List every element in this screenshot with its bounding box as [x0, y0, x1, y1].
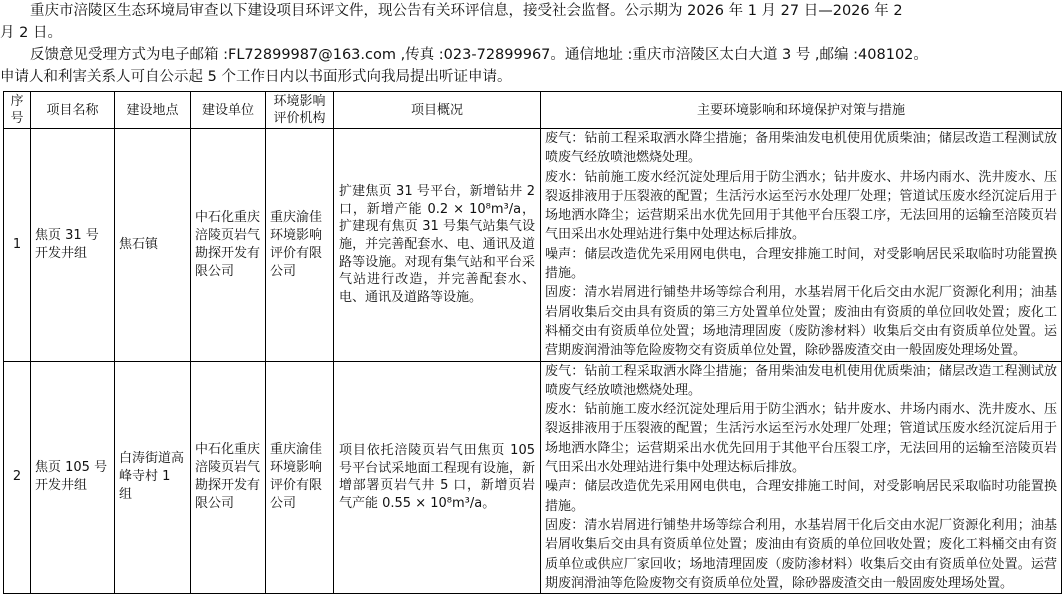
- cell-measures: [541, 361, 1062, 594]
- measure-solid-waste: 固废：清水岩屑进行铺垫井场等综合利用，水基岩屑干化后交由水泥厂资源化利用；油基岩屑收集后交由具有资质单位处置；废油由有资质的单位回收处置；废化工料桶交由有资质单位或供应厂家回收；场地清理固废（废防渗材料）收集后交由有资质单位处置。运营期废润滑油等危险废物交有资质单位处置，除砂器废渣交由一般固废处理场处置。: [545, 517, 1057, 591]
- cell-construction-unit: 中石化重庆涪陵页岩气勘探开发有限公司: [191, 129, 266, 362]
- measure-air: 废气：钻前工程采取洒水降尘措施；备用柴油发电机使用优质柴油；储层改造工程测试放喷废气经放喷池燃烧处理。: [545, 363, 1057, 398]
- header-location: 建设地点: [115, 92, 191, 129]
- measure-noise: 噪声：储层改造优先采用网电供电，合理安排施工时间，对受影响居民采取临时功能置换措施。: [545, 479, 1057, 514]
- cell-construction-unit: 中石化重庆涪陵页岩气勘探开发有限公司: [191, 361, 266, 594]
- notice-period-line: 重庆市涪陵区生态环境局审查以下建设项目环评文件，现公告有关环评信息，接受社会监督。公示期为 2026 年 1 月 27 日—2026 年 2: [30, 3, 903, 19]
- table-row: [4, 361, 1062, 594]
- cell-seq: 1: [4, 129, 31, 362]
- measure-noise: 噪声：储层改造优先采用网电供电，合理安排施工时间，对受影响居民采取临时功能置换措施。: [545, 246, 1057, 282]
- header-project-overview: 项目概况: [334, 92, 541, 129]
- notice-hearing-line: 申请人和利害关系人可自公示起 5 个工作日内以书面形式向我局提出听证申请。: [0, 69, 512, 85]
- header-construction-unit: 建设单位: [191, 92, 266, 129]
- eia-project-table: [3, 91, 1062, 594]
- cell-project-name: 焦页 31 号开发井组: [31, 129, 115, 362]
- table-row: [4, 129, 1062, 362]
- cell-eia-agency: 重庆渝佳环境影响评价有限公司: [266, 361, 334, 594]
- cell-location: 焦石镇: [115, 129, 191, 362]
- notice-period-line-continued: 月 2 日。: [0, 25, 62, 41]
- cell-location: 白涛街道高峰寺村 1 组: [115, 361, 191, 594]
- cell-eia-agency: 重庆渝佳环境影响评价有限公司: [266, 129, 334, 362]
- cell-project-overview: 扩建焦页 31 号平台，新增钻井 2 口，新增产能 0.2 × 10⁸m³/a，扩建现有焦页 31 号集气站集气设施，并完善配套水、电、通讯及道路等设施。对现有集气站和平台采气站进行改造，并完善配套水、电、通讯及道路等设施。: [334, 129, 541, 362]
- header-eia-agency: 环境影响评价机构: [266, 92, 334, 129]
- measure-air: 废气：钻前工程采取洒水降尘措施；备用柴油发电机使用优质柴油；储层改造工程测试放喷废气经放喷池燃烧处理。: [545, 131, 1057, 166]
- cell-measures: [541, 129, 1062, 362]
- announcement-notice: [0, 0, 1064, 88]
- table-header-row: [4, 92, 1062, 129]
- cell-seq: 2: [4, 361, 31, 594]
- header-project-name: 项目名称: [31, 92, 115, 129]
- cell-project-name: 焦页 105 号开发井组: [31, 361, 115, 594]
- notice-contact-line: 反馈意见受理方式为电子邮箱 :FL72899987@163.com ,传真 :023-72899967。通信地址 :重庆市涪陵区太白大道 3 号 ,邮编 :408102。: [30, 47, 928, 63]
- measure-water: 废水：钻前施工废水经沉淀处理后用于防尘洒水；钻井废水、井场内雨水、洗井废水、压裂返排液用于压裂液的配置；生活污水运至污水处理厂处理；管道试压废水经沉淀后用于场地洒水降尘；运营期采出水优先回用于其他平台压裂工序，无法回用的运输至涪陵页岩气田采出水处理站进行集中处理达标后排放。: [545, 169, 1057, 243]
- measure-water: 废水：钻前施工废水经沉淀处理后用于防尘洒水；钻井废水、井场内雨水、洗井废水、压裂返排液用于压裂液的配置；生活污水运至污水处理厂处理；管道试压废水经沉淀后用于场地洒水降尘；运营期采出水优先回用于其他平台压裂工序，无法回用的运输至涪陵页岩气田采出水处理站进行集中处理达标后排放。: [545, 402, 1057, 476]
- header-seq: 序号: [4, 92, 31, 129]
- cell-project-overview: 项目依托涪陵页岩气田焦页 105 号平台试采地面工程现有设施，新增部署页岩气井 5 口，新增页岩气产能 0.55 × 10⁸m³/a。: [334, 361, 541, 594]
- measure-solid-waste: 固废：清水岩屑进行铺垫井场等综合利用，水基岩屑干化后交由水泥厂资源化利用；油基岩屑收集后交由具有资质的第三方处置单位处置；废油由有资质的单位回收处置；废化工料桶交由有资质单位处置；场地清理固废（废防渗材料）收集后交由有资质单位处置。运营期废润滑油等危险废物交有资质单位处置，除砂器废渣交由一般固废处理场处置。: [545, 285, 1057, 359]
- header-measures: 主要环境影响和环境保护对策与措施: [541, 92, 1062, 129]
